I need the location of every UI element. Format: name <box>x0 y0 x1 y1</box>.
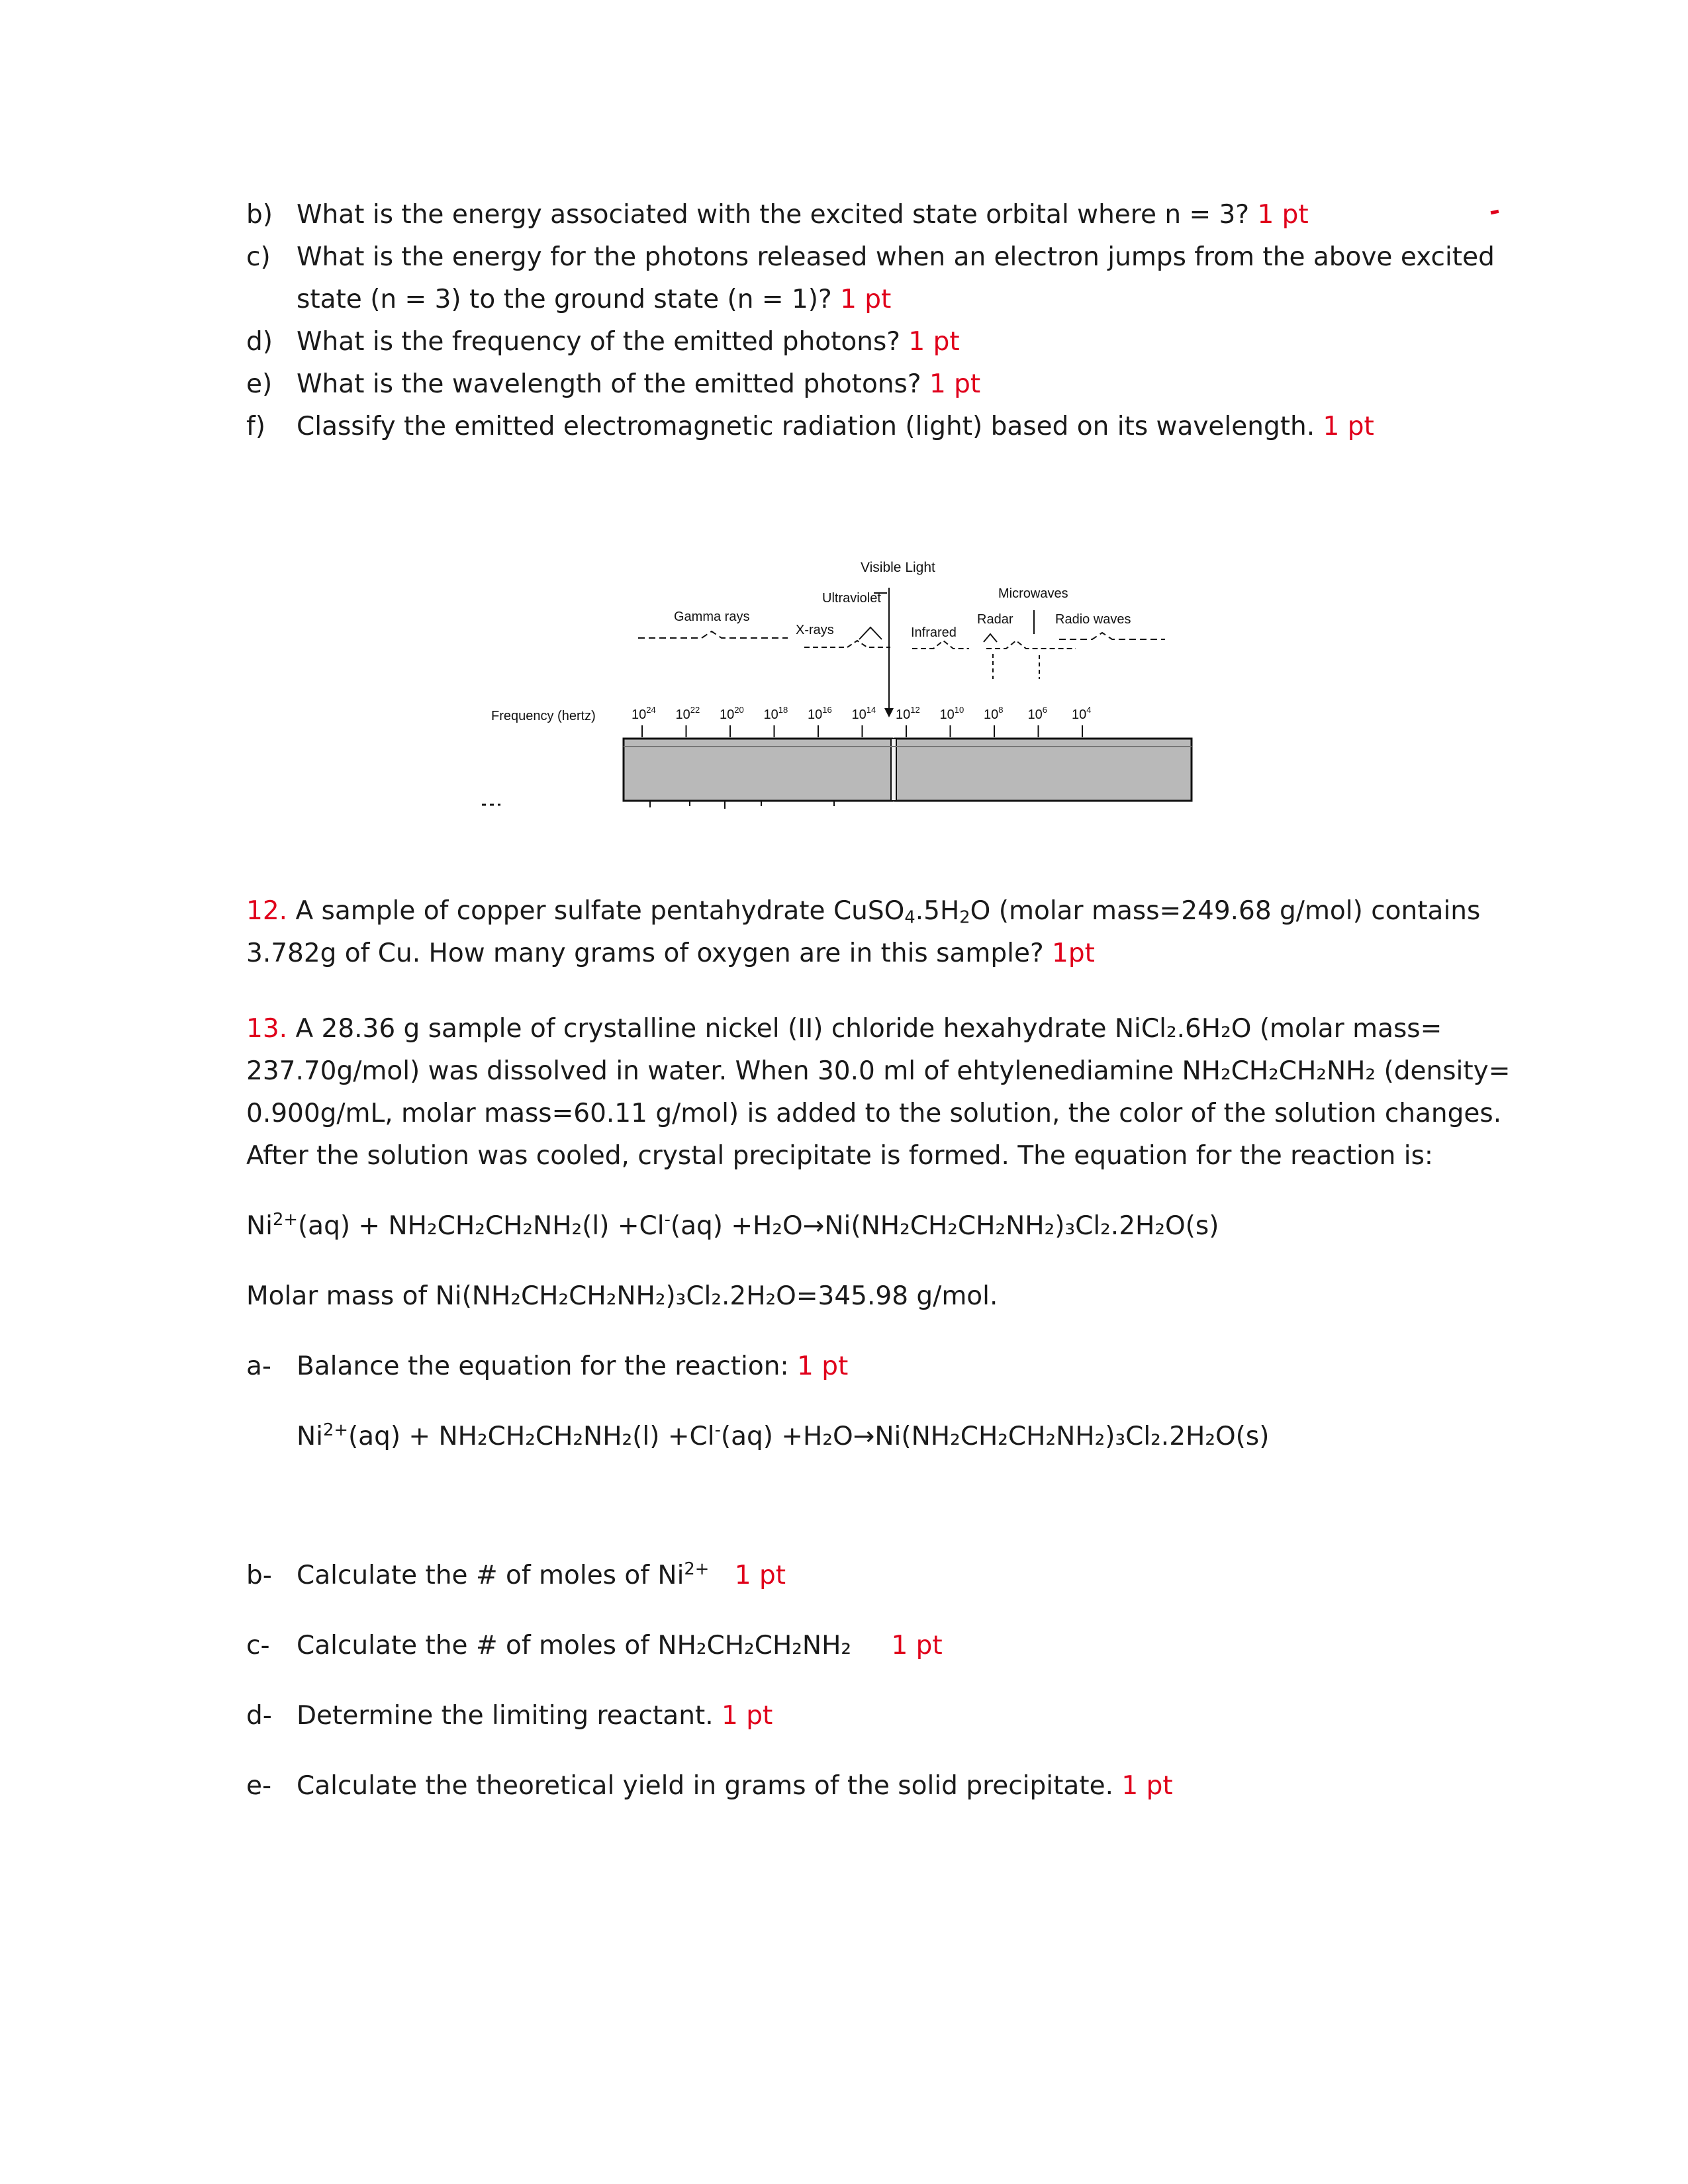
q13-a-text: Balance the equation for the reaction: <box>297 1351 789 1381</box>
q11-b <box>297 199 1309 232</box>
equation-end: (aq) +H₂O→Ni(NH₂CH₂CH₂NH₂)₃Cl₂.2H₂O(s) <box>670 1211 1219 1241</box>
visible-light-label: Visible Light <box>861 560 935 575</box>
q11-e <box>297 368 980 401</box>
frequency-tick-label: $10^4$ <box>1072 705 1092 722</box>
q13-reaction-equation <box>246 1210 1219 1243</box>
frequency-tick-label: $10^6$ <box>1027 705 1047 722</box>
q13-e <box>297 1770 1173 1803</box>
equation-cl-charge: - <box>664 1209 671 1230</box>
q13-b <box>297 1559 786 1592</box>
frequency-tick-label: $10^{14}$ <box>851 705 876 722</box>
q13-c-points: 1 pt <box>891 1631 943 1661</box>
q13-a-equation <box>297 1420 1269 1453</box>
q11-f-text: Classify the emitted electromagnetic radiation (light) based on its wavelength. <box>297 412 1315 441</box>
q13-c-text: Calculate the # of moles of NH₂CH₂CH₂NH₂ <box>297 1631 852 1661</box>
q12-text-b: .5H <box>915 896 960 926</box>
q13-d-text: Determine the limiting reactant. <box>297 1701 714 1731</box>
q13-e-points: 1 pt <box>1121 1771 1173 1801</box>
q11-d-text: What is the frequency of the emitted photons? <box>297 327 900 357</box>
frequency-tick-label: $10^{20}$ <box>720 705 744 722</box>
q13-e-letter: e- <box>246 1771 272 1801</box>
frequency-tick-label: $10^{24}$ <box>632 705 656 722</box>
q13-c-letter: c- <box>246 1631 270 1661</box>
q13-molar-mass-line: Molar mass of Ni(NH₂CH₂CH₂NH₂)₃Cl₂.2H₂O=345.98 g/mol. <box>246 1281 998 1311</box>
q13-number: 13. <box>246 1014 288 1044</box>
q11-f-letter: f) <box>246 412 265 441</box>
a-equation-ni: Ni <box>297 1422 324 1451</box>
q13-text-line3: 0.900g/mL, molar mass=60.11 g/mol) is added to the solution, the color of the solution changes. <box>246 1099 1502 1128</box>
q13-b-points: 1 pt <box>734 1561 786 1590</box>
q11-e-letter: e) <box>246 369 273 399</box>
x-rays-label: X-rays <box>796 623 834 637</box>
ultraviolet-label: Ultraviolet <box>822 591 881 606</box>
q12-points: 1pt <box>1052 938 1095 968</box>
q13-d <box>297 1700 773 1733</box>
frequency-tick-label: $10^{16}$ <box>808 705 832 722</box>
q13-text-line4: After the solution was cooled, crystal precipitate is formed. The equation for the reaction is: <box>246 1141 1434 1171</box>
q11-e-text: What is the wavelength of the emitted photons? <box>297 369 921 399</box>
q13-text-line1: A 28.36 g sample of crystalline nickel (II) chloride hexahydrate NiCl₂.6H₂O (molar mass= <box>295 1014 1442 1044</box>
q11-d-points: 1 pt <box>908 327 960 357</box>
equation-ni: Ni <box>246 1211 273 1241</box>
q12-number: 12. <box>246 896 288 926</box>
frequency-tick-labels <box>632 705 1091 737</box>
q13-line1 <box>246 1013 1442 1046</box>
q11-b-text: What is the energy associated with the excited state orbital where n = 3? <box>297 200 1250 230</box>
q11-c-text-line2: state (n = 3) to the ground state (n = 1)? <box>297 285 832 314</box>
frequency-tick-label: $10^{12}$ <box>896 705 920 722</box>
q12-text-c: O (molar mass=249.68 g/mol) contains <box>970 896 1481 926</box>
radar-label: Radar <box>977 612 1013 627</box>
q13-c <box>297 1629 943 1662</box>
microwaves-label: Microwaves <box>998 586 1068 601</box>
a-equation-middle: (aq) + NH₂CH₂CH₂NH₂(l) +Cl <box>348 1422 715 1451</box>
q11-e-points: 1 pt <box>929 369 981 399</box>
a-equation-ni-charge: 2+ <box>323 1420 348 1440</box>
q11-d <box>297 326 960 359</box>
frequency-tick-label: $10^8$ <box>984 705 1004 722</box>
q12-text-a: A sample of copper sulfate pentahydrate CuSO <box>295 896 905 926</box>
q13-e-text: Calculate the theoretical yield in grams of the solid precipitate. <box>297 1771 1113 1801</box>
equation-middle: (aq) + NH₂CH₂CH₂NH₂(l) +Cl <box>297 1211 665 1241</box>
q11-c-letter: c) <box>246 242 271 272</box>
frequency-tick-label: $10^{22}$ <box>675 705 700 722</box>
equation-ni-charge: 2+ <box>273 1209 298 1230</box>
q11-b-points: 1 pt <box>1257 200 1309 230</box>
q13-d-letter: d- <box>246 1701 272 1731</box>
infrared-label: Infrared <box>911 625 957 640</box>
q13-a-letter: a- <box>246 1351 271 1381</box>
q11-d-letter: d) <box>246 327 273 357</box>
q13-b-charge: 2+ <box>684 1559 710 1579</box>
gamma-rays-label: Gamma rays <box>674 610 750 624</box>
a-equation-end: (aq) +H₂O→Ni(NH₂CH₂CH₂NH₂)₃Cl₂.2H₂O(s) <box>720 1422 1270 1451</box>
q13-a-points: 1 pt <box>797 1351 849 1381</box>
q12-line1 <box>246 895 1480 928</box>
q13-text-line2: 237.70g/mol) was dissolved in water. When 30.0 ml of ehtylenediamine NH₂CH₂CH₂NH₂ (density= <box>246 1056 1511 1086</box>
q11-c-points: 1 pt <box>840 285 892 314</box>
q12-sub-4: 4 <box>904 907 915 928</box>
radio-waves-label: Radio waves <box>1055 612 1131 627</box>
red-pen-mark <box>1491 210 1499 214</box>
q13-a <box>297 1350 848 1383</box>
q12-sub-2: 2 <box>959 907 970 928</box>
frequency-tick-label: $10^{10}$ <box>939 705 964 722</box>
frequency-tick-label: $10^{18}$ <box>763 705 788 722</box>
q12-text-line2: 3.782g of Cu. How many grams of oxygen are in this sample? <box>246 938 1044 968</box>
q13-b-text: Calculate the # of moles of Ni <box>297 1561 684 1590</box>
q13-d-points: 1 pt <box>722 1701 773 1731</box>
q12-line2 <box>246 937 1095 970</box>
q11-f-points: 1 pt <box>1323 412 1374 441</box>
q11-b-letter: b) <box>246 200 273 230</box>
q11-f <box>297 410 1374 443</box>
frequency-axis-label: Frequency (hertz) <box>491 709 596 723</box>
q11-c-line2 <box>297 283 891 316</box>
a-equation-cl-charge: - <box>714 1420 721 1440</box>
q13-b-letter: b- <box>246 1561 272 1590</box>
q11-c-text-line1: What is the energy for the photons released when an electron jumps from the above excited <box>297 242 1495 272</box>
electromagnetic-spectrum-figure <box>477 549 1218 827</box>
